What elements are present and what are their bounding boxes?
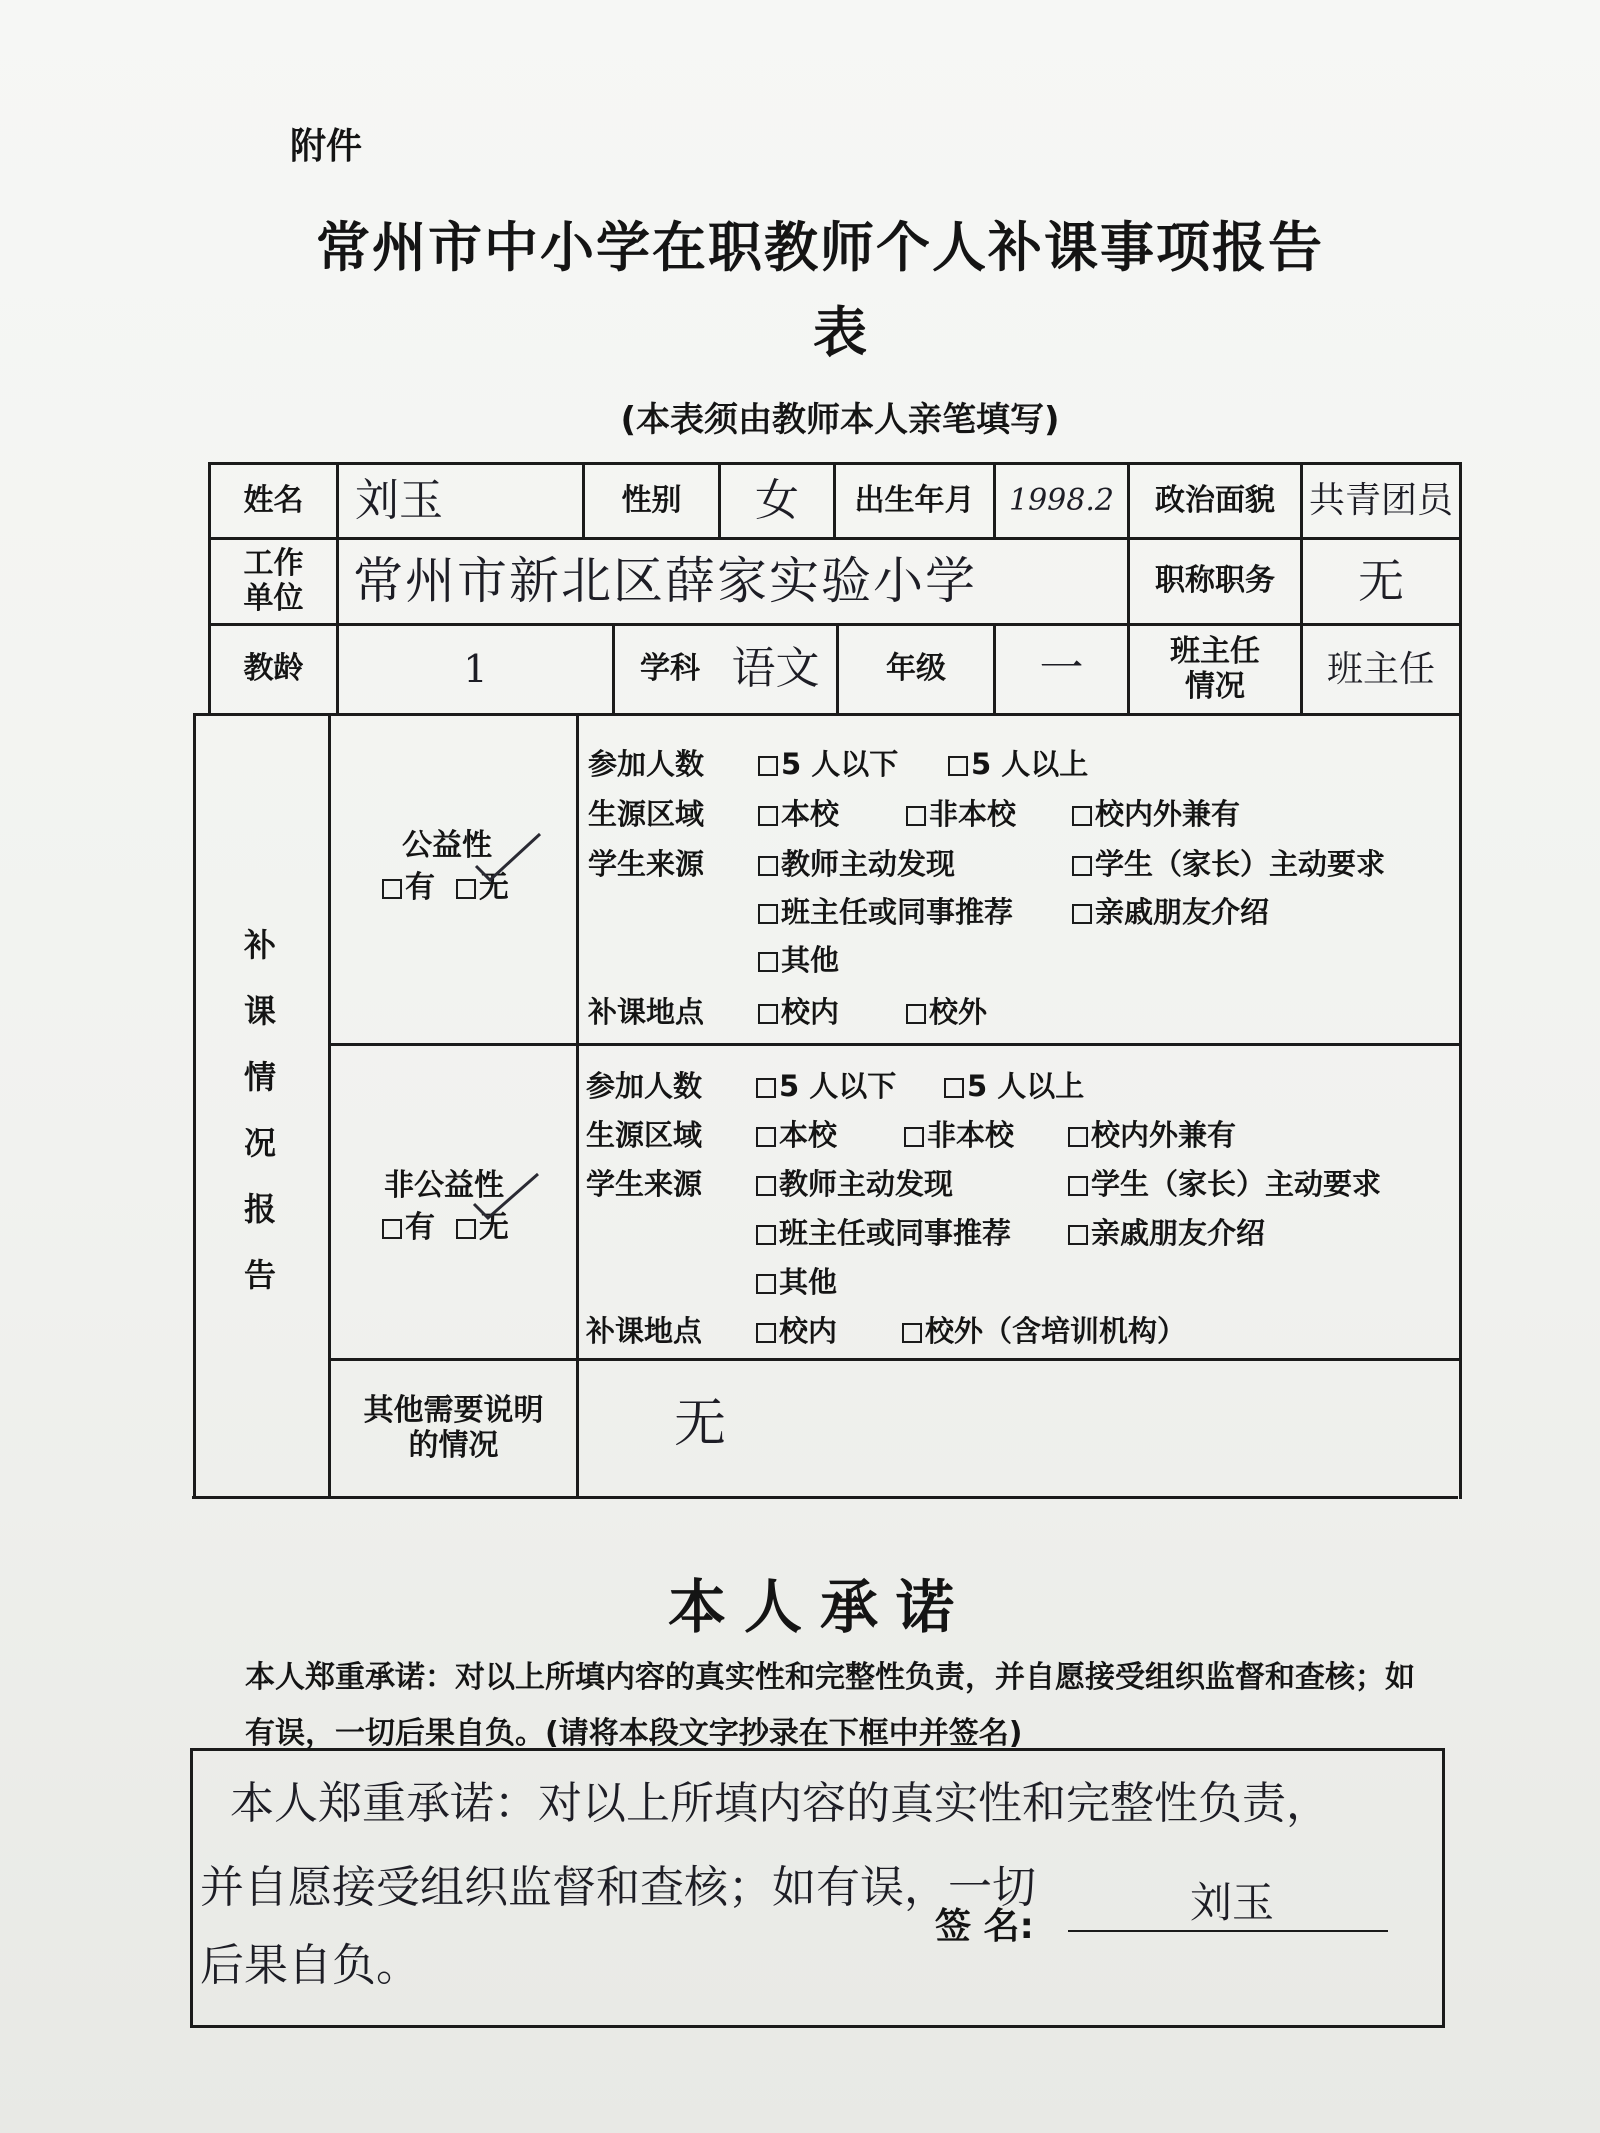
public-count-label: 参加人数 — [588, 747, 705, 781]
name-value: 刘玉 — [355, 474, 443, 526]
public-region-label: 生源区域 — [588, 797, 705, 831]
job-title-label: 职称职务 — [1155, 563, 1275, 599]
job-title-value: 无 — [1358, 554, 1404, 609]
subject-label: 学科 — [640, 651, 700, 687]
nonpublic-source-label: 学生来源 — [586, 1167, 703, 1201]
public-location-label: 补课地点 — [588, 995, 705, 1029]
nonpublic-src-opt2[interactable]: 学生（家长）主动要求 — [1068, 1162, 1381, 1203]
nonpublic-count-label: 参加人数 — [586, 1069, 703, 1103]
political-status-label: 政治面貌 — [1155, 482, 1275, 518]
public-welfare-choice: 有 无 — [382, 862, 509, 906]
nonpublic-src-opt3[interactable]: 班主任或同事推荐 — [756, 1211, 1011, 1252]
public-region-opt2[interactable]: 非本校 — [906, 792, 1016, 833]
nonpublic-src-opt4[interactable]: 亲戚朋友介绍 — [1068, 1211, 1265, 1252]
nonpublic-loc-opt1[interactable]: 校内 — [756, 1309, 837, 1350]
work-unit-label: 工作 单位 — [243, 546, 304, 616]
nonpublic-count-opt1[interactable]: 5 人以下 — [756, 1064, 896, 1105]
gender-value: 女 — [755, 474, 799, 526]
public-no-checkmark — [468, 828, 548, 888]
signature-value: 刘玉 — [1190, 1878, 1275, 1927]
form-title: 常州市中小学在职教师个人补课事项报告 — [316, 216, 1324, 279]
nonpublic-welfare-choice: 有 无 — [382, 1202, 509, 1246]
nonpublic-region-opt1[interactable]: 本校 — [756, 1113, 837, 1154]
public-region-opt3[interactable]: 校内外兼有 — [1072, 792, 1240, 833]
public-src-opt1[interactable]: 教师主动发现 — [758, 842, 955, 883]
promise-title: 本人承诺 — [667, 1573, 972, 1641]
attachment-label: 附件 — [290, 126, 363, 167]
nonpublic-yes-checkbox[interactable] — [382, 1219, 402, 1239]
nonpublic-no-checkmark — [466, 1166, 546, 1226]
public-src-opt3[interactable]: 班主任或同事推荐 — [758, 890, 1013, 931]
nonpublic-region-label: 生源区域 — [586, 1118, 703, 1152]
public-loc-opt2[interactable]: 校外 — [906, 990, 987, 1031]
public-region-opt1[interactable]: 本校 — [758, 792, 839, 833]
political-status-value: 共青团员 — [1308, 480, 1453, 522]
teaching-years-value: 1 — [463, 646, 488, 691]
public-yes-checkbox[interactable] — [382, 879, 402, 899]
subject-value: 语文 — [731, 643, 820, 695]
form-instruction: (本表须由教师本人亲笔填写) — [620, 400, 1060, 440]
form-title-continued: 表 — [813, 301, 867, 364]
public-src-opt2[interactable]: 学生（家长）主动要求 — [1072, 842, 1385, 883]
head-teacher-value: 班主任 — [1326, 648, 1435, 690]
grade-value: 一 — [1039, 643, 1084, 695]
other-notes-value: 无 — [673, 1394, 726, 1455]
nonpublic-location-label: 补课地点 — [586, 1314, 703, 1348]
public-count-opt1[interactable]: 5 人以下 — [758, 742, 898, 783]
public-welfare-label: 公益性 — [402, 828, 492, 863]
birth-label: 出生年月 — [854, 482, 975, 518]
report-side-label: 补 课 情 况 报 告 — [243, 926, 276, 1294]
name-label: 姓名 — [243, 482, 304, 518]
head-teacher-label: 班主任 情况 — [1170, 634, 1260, 704]
nonpublic-src-opt1[interactable]: 教师主动发现 — [756, 1162, 953, 1203]
signature-line — [1068, 1930, 1388, 1932]
public-src-opt4[interactable]: 亲戚朋友介绍 — [1072, 890, 1269, 931]
teaching-years-label: 教龄 — [243, 651, 304, 687]
birth-value: 1998.2 — [1009, 482, 1114, 518]
other-notes-label: 其他需要说明 的情况 — [363, 1393, 544, 1463]
public-count-opt2[interactable]: 5 人以上 — [948, 742, 1088, 783]
nonpublic-src-opt5[interactable]: 其他 — [756, 1260, 837, 1301]
nonpublic-region-opt2[interactable]: 非本校 — [904, 1113, 1014, 1154]
gender-label: 性别 — [621, 482, 682, 518]
nonpublic-welfare-label: 非公益性 — [384, 1168, 504, 1203]
grade-label: 年级 — [886, 651, 946, 687]
nonpublic-count-opt2[interactable]: 5 人以上 — [944, 1064, 1084, 1105]
nonpublic-loc-opt2[interactable]: 校外（含培训机构） — [902, 1309, 1186, 1350]
promise-handwritten-copy: 本人郑重承诺：对以上所填内容的真实性和完整性负责， 并自愿接受组织监督和查核；如有误，一切 后果自负。 — [200, 1778, 1330, 1991]
nonpublic-region-opt3[interactable]: 校内外兼有 — [1068, 1113, 1236, 1154]
public-source-label: 学生来源 — [588, 847, 705, 881]
promise-text: 本人郑重承诺：对以上所填内容的真实性和完整性负责，并自愿接受组织监督和查核；如有误，一切后果自负。(请将本段文字抄录在下框中并签名) — [245, 1660, 1415, 1751]
signature-label: 签 名: — [935, 1906, 1034, 1947]
public-loc-opt1[interactable]: 校内 — [758, 990, 839, 1031]
work-unit-value: 常州市新北区薛家实验小学 — [353, 551, 977, 610]
public-src-opt5[interactable]: 其他 — [758, 938, 839, 979]
